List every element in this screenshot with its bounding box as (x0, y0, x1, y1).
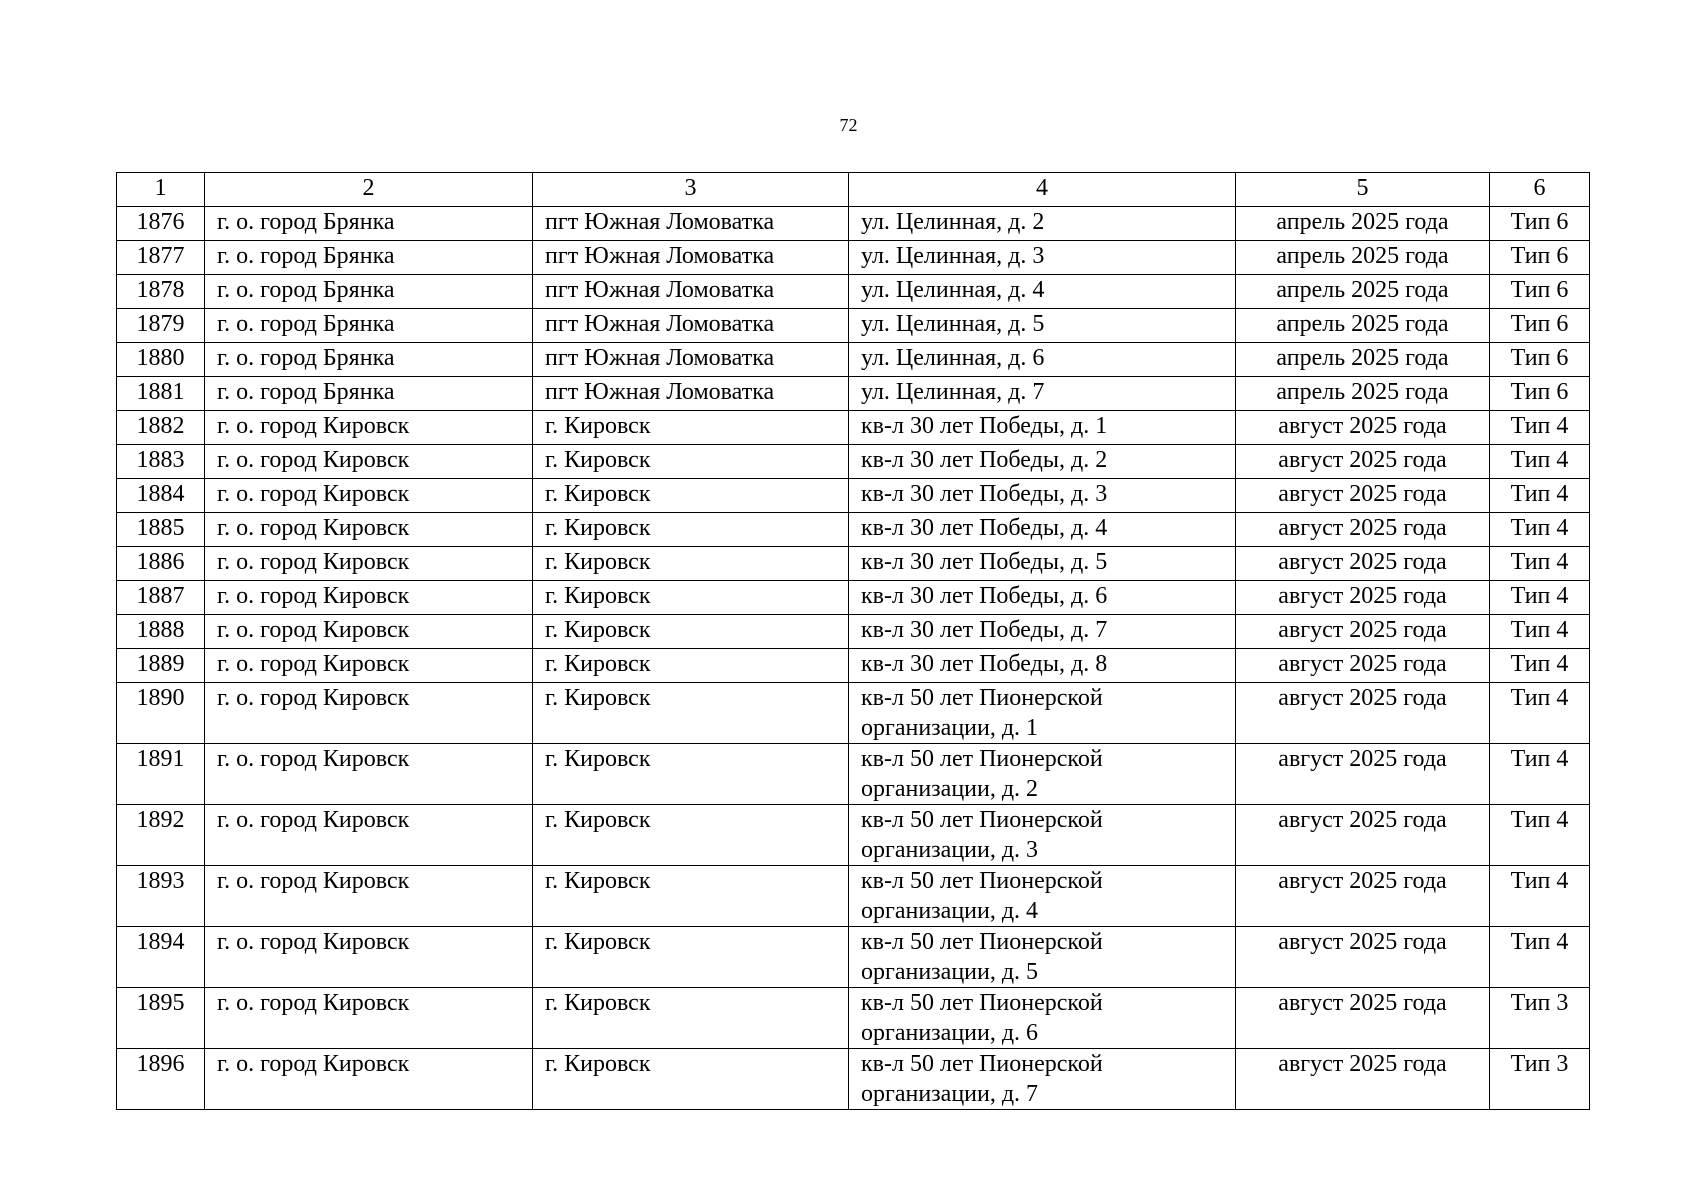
row-number-cell: 1896 (117, 1049, 205, 1110)
row-number-cell: 1894 (117, 927, 205, 988)
district-cell: г. о. город Кировск (205, 649, 533, 683)
row-number-cell: 1889 (117, 649, 205, 683)
address-cell: ул. Целинная, д. 2 (849, 207, 1236, 241)
district-cell: г. о. город Кировск (205, 866, 533, 927)
type-cell: Тип 6 (1490, 377, 1590, 411)
date-cell: август 2025 года (1236, 683, 1490, 744)
table-header-row (117, 173, 1590, 207)
address-cell: кв-л 50 лет Пионерской организации, д. 2 (849, 744, 1236, 805)
district-cell: г. о. город Брянка (205, 207, 533, 241)
row-number-cell: 1895 (117, 988, 205, 1049)
table-row (117, 805, 1590, 866)
district-cell: г. о. город Кировск (205, 411, 533, 445)
table-row (117, 411, 1590, 445)
type-cell: Тип 6 (1490, 309, 1590, 343)
date-cell: август 2025 года (1236, 513, 1490, 547)
row-number-cell: 1876 (117, 207, 205, 241)
table-row (117, 988, 1590, 1049)
settlement-cell: г. Кировск (533, 615, 849, 649)
settlement-cell: г. Кировск (533, 866, 849, 927)
type-cell: Тип 4 (1490, 479, 1590, 513)
type-cell: Тип 4 (1490, 445, 1590, 479)
date-cell: апрель 2025 года (1236, 343, 1490, 377)
table-row (117, 241, 1590, 275)
settlement-cell: г. Кировск (533, 581, 849, 615)
date-cell: апрель 2025 года (1236, 275, 1490, 309)
type-cell: Тип 4 (1490, 581, 1590, 615)
settlement-cell: г. Кировск (533, 988, 849, 1049)
table-row (117, 615, 1590, 649)
table-row (117, 683, 1590, 744)
table-row (117, 479, 1590, 513)
column-header: 6 (1490, 173, 1590, 207)
type-cell: Тип 6 (1490, 343, 1590, 377)
district-cell: г. о. город Кировск (205, 744, 533, 805)
settlement-cell: г. Кировск (533, 1049, 849, 1110)
type-cell: Тип 3 (1490, 1049, 1590, 1110)
address-cell: кв-л 30 лет Победы, д. 3 (849, 479, 1236, 513)
row-number-cell: 1887 (117, 581, 205, 615)
table-row (117, 581, 1590, 615)
settlement-cell: г. Кировск (533, 479, 849, 513)
table-row (117, 866, 1590, 927)
address-cell: кв-л 30 лет Победы, д. 4 (849, 513, 1236, 547)
district-cell: г. о. город Кировск (205, 445, 533, 479)
address-cell: кв-л 50 лет Пионерской организации, д. 5 (849, 927, 1236, 988)
date-cell: август 2025 года (1236, 988, 1490, 1049)
column-header: 3 (533, 173, 849, 207)
date-cell: август 2025 года (1236, 649, 1490, 683)
type-cell: Тип 6 (1490, 241, 1590, 275)
row-number-cell: 1892 (117, 805, 205, 866)
table-row (117, 207, 1590, 241)
date-cell: август 2025 года (1236, 479, 1490, 513)
table-row (117, 547, 1590, 581)
address-cell: кв-л 30 лет Победы, д. 1 (849, 411, 1236, 445)
type-cell: Тип 4 (1490, 927, 1590, 988)
settlement-cell: пгт Южная Ломоватка (533, 207, 849, 241)
type-cell: Тип 6 (1490, 207, 1590, 241)
type-cell: Тип 4 (1490, 805, 1590, 866)
date-cell: август 2025 года (1236, 547, 1490, 581)
address-cell: кв-л 50 лет Пионерской организации, д. 7 (849, 1049, 1236, 1110)
row-number-cell: 1883 (117, 445, 205, 479)
row-number-cell: 1885 (117, 513, 205, 547)
type-cell: Тип 4 (1490, 547, 1590, 581)
date-cell: август 2025 года (1236, 744, 1490, 805)
settlement-cell: пгт Южная Ломоватка (533, 309, 849, 343)
district-cell: г. о. город Кировск (205, 615, 533, 649)
district-cell: г. о. город Кировск (205, 927, 533, 988)
type-cell: Тип 4 (1490, 744, 1590, 805)
row-number-cell: 1878 (117, 275, 205, 309)
column-header: 5 (1236, 173, 1490, 207)
settlement-cell: г. Кировск (533, 513, 849, 547)
settlement-cell: пгт Южная Ломоватка (533, 275, 849, 309)
district-cell: г. о. город Кировск (205, 988, 533, 1049)
row-number-cell: 1879 (117, 309, 205, 343)
type-cell: Тип 6 (1490, 275, 1590, 309)
type-cell: Тип 4 (1490, 615, 1590, 649)
address-cell: ул. Целинная, д. 7 (849, 377, 1236, 411)
row-number-cell: 1893 (117, 866, 205, 927)
date-cell: август 2025 года (1236, 581, 1490, 615)
table-row (117, 649, 1590, 683)
settlement-cell: г. Кировск (533, 547, 849, 581)
row-number-cell: 1888 (117, 615, 205, 649)
address-cell: кв-л 30 лет Победы, д. 6 (849, 581, 1236, 615)
address-cell: кв-л 50 лет Пионерской организации, д. 4 (849, 866, 1236, 927)
row-number-cell: 1890 (117, 683, 205, 744)
address-cell: кв-л 50 лет Пионерской организации, д. 1 (849, 683, 1236, 744)
date-cell: август 2025 года (1236, 866, 1490, 927)
table-row (117, 513, 1590, 547)
date-cell: август 2025 года (1236, 615, 1490, 649)
table-row (117, 1049, 1590, 1110)
address-cell: кв-л 30 лет Победы, д. 8 (849, 649, 1236, 683)
type-cell: Тип 4 (1490, 866, 1590, 927)
settlement-cell: г. Кировск (533, 445, 849, 479)
row-number-cell: 1886 (117, 547, 205, 581)
district-cell: г. о. город Брянка (205, 241, 533, 275)
table-row (117, 927, 1590, 988)
row-number-cell: 1882 (117, 411, 205, 445)
date-cell: апрель 2025 года (1236, 241, 1490, 275)
settlement-cell: пгт Южная Ломоватка (533, 377, 849, 411)
column-header: 2 (205, 173, 533, 207)
settlement-cell: пгт Южная Ломоватка (533, 343, 849, 377)
date-cell: август 2025 года (1236, 411, 1490, 445)
column-header: 4 (849, 173, 1236, 207)
date-cell: апрель 2025 года (1236, 309, 1490, 343)
type-cell: Тип 3 (1490, 988, 1590, 1049)
table-row (117, 275, 1590, 309)
district-cell: г. о. город Кировск (205, 581, 533, 615)
district-cell: г. о. город Кировск (205, 513, 533, 547)
date-cell: апрель 2025 года (1236, 207, 1490, 241)
district-cell: г. о. город Брянка (205, 309, 533, 343)
settlement-cell: г. Кировск (533, 683, 849, 744)
settlement-cell: г. Кировск (533, 411, 849, 445)
type-cell: Тип 4 (1490, 649, 1590, 683)
district-cell: г. о. город Брянка (205, 275, 533, 309)
district-cell: г. о. город Кировск (205, 683, 533, 744)
type-cell: Тип 4 (1490, 513, 1590, 547)
district-cell: г. о. город Брянка (205, 343, 533, 377)
settlement-cell: пгт Южная Ломоватка (533, 241, 849, 275)
date-cell: август 2025 года (1236, 1049, 1490, 1110)
table-row (117, 744, 1590, 805)
address-cell: кв-л 50 лет Пионерской организации, д. 3 (849, 805, 1236, 866)
row-number-cell: 1891 (117, 744, 205, 805)
row-number-cell: 1877 (117, 241, 205, 275)
district-cell: г. о. город Кировск (205, 547, 533, 581)
table-row (117, 377, 1590, 411)
table-row (117, 343, 1590, 377)
address-cell: ул. Целинная, д. 5 (849, 309, 1236, 343)
settlement-cell: г. Кировск (533, 744, 849, 805)
row-number-cell: 1880 (117, 343, 205, 377)
settlement-cell: г. Кировск (533, 927, 849, 988)
date-cell: август 2025 года (1236, 805, 1490, 866)
row-number-cell: 1881 (117, 377, 205, 411)
date-cell: август 2025 года (1236, 927, 1490, 988)
date-cell: август 2025 года (1236, 445, 1490, 479)
address-cell: кв-л 30 лет Победы, д. 2 (849, 445, 1236, 479)
address-cell: кв-л 30 лет Победы, д. 5 (849, 547, 1236, 581)
address-cell: кв-л 50 лет Пионерской организации, д. 6 (849, 988, 1236, 1049)
page-number: 72 (839, 115, 858, 135)
settlement-cell: г. Кировск (533, 649, 849, 683)
table-row (117, 445, 1590, 479)
table-row (117, 309, 1590, 343)
district-cell: г. о. город Кировск (205, 479, 533, 513)
district-cell: г. о. город Кировск (205, 1049, 533, 1110)
document-table (116, 172, 1590, 1110)
type-cell: Тип 4 (1490, 683, 1590, 744)
address-cell: ул. Целинная, д. 3 (849, 241, 1236, 275)
district-cell: г. о. город Брянка (205, 377, 533, 411)
row-number-cell: 1884 (117, 479, 205, 513)
settlement-cell: г. Кировск (533, 805, 849, 866)
type-cell: Тип 4 (1490, 411, 1590, 445)
address-cell: ул. Целинная, д. 4 (849, 275, 1236, 309)
address-cell: ул. Целинная, д. 6 (849, 343, 1236, 377)
address-cell: кв-л 30 лет Победы, д. 7 (849, 615, 1236, 649)
column-header: 1 (117, 173, 205, 207)
district-cell: г. о. город Кировск (205, 805, 533, 866)
date-cell: апрель 2025 года (1236, 377, 1490, 411)
